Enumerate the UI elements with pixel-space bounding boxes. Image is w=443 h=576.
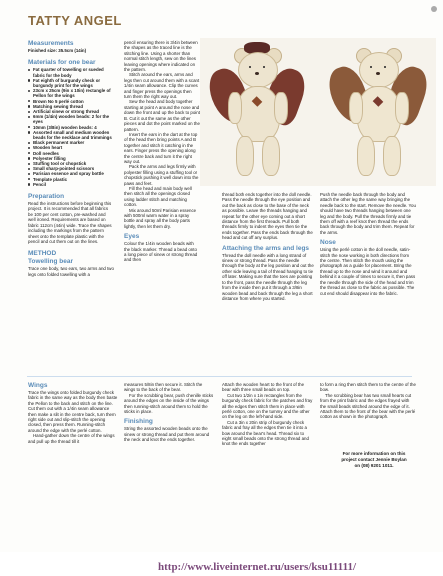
materials-item: 6mm (1/4in) wooden beads: 2 for the eyes [28,114,114,124]
bottom-column-4 [320,382,416,420]
attach-heading: Attaching the arms and legs [222,244,310,252]
column-3 [222,192,314,301]
contact-line: on (08) 9201 1011. [354,462,394,468]
bottom-col3-text: Cut two 1/2in x 1in rectangles from the burgundy check fabric for the patches and fray all the edges then stitch them in place with perlé cotton, one on the tummy and the other on the leg on the left-hand side. [222,392,313,420]
wings-text: Hand-gather down the centre of the wings and pull up the thread till it [28,433,115,444]
bottom-col4-text: to form a ring then stitch them to the centre of the bow. [320,382,416,393]
method-subheading: Towelling bear [28,258,74,266]
method-text: Trace one body, two ears, two arms and two legs onto folded towelling with a [28,266,114,277]
col2-text: Stitch around the ears, arms and legs then cut around them with a scant 1/4in seam allowance. Clip the curves and finger press the openings then turn them the right way out. [124,72,200,100]
materials-item: 23cm x 25cm (9in x 10in) rectangle of Pellon for the wings [28,88,114,98]
col2-text: Insert the ears in the dart at the top of the head then bring points A and B together and stitch it catching in the ears. Finger press the opening along the centre back and turn it the right way out. [124,131,198,164]
bottom-col2-text: measures 5/8in then secure it. Stitch the wings to the back of the bear. [124,382,203,393]
finishing-text: String the assorted wooden beads onto the sinew or strong thread and put them around the neck and knot the ends together. [124,426,210,443]
bottom-column-3 [222,382,314,447]
col2-text: Mix around 50ml Parisian essence with 500ml warm water in a spray bottle and spray all the body parts lightly, then let them dry. [124,207,197,229]
materials-item: Fat quarter of towelling or sueded fabric for the body [28,67,114,77]
materials-item: Doll needles [28,151,114,156]
contact-line: project contact Jennie Boylan [341,456,407,462]
column-1 [28,40,114,277]
method-heading: METHOD [28,250,57,258]
col4-text: Push the needle back through the body and attach the other leg the same way bringing the needle back to the start. Remove the needle. You should have two threads hanging between one leg and the body. Pull the threads firmly and tie them off with a reef knot then thread the ends back through the body and trim them. Repeat for the arms. [320,192,416,235]
column-4 [320,192,416,296]
preparation-heading: Preparation [28,193,65,201]
materials-heading: Materials for one bear [28,59,96,67]
materials-item: Artificial sinew or strong thread [28,109,114,114]
finishing-heading: Finishing [124,418,153,426]
bottom-col3-text: Attach the wooden heart to the front of the bear with three small beads on top. [222,382,305,393]
materials-item: Parisian essence and spray bottle [28,171,114,176]
watermark-url: http://www.liveinternet.ru/users/ksu11111/ [158,561,357,573]
materials-item: Black permanent marker [28,140,114,145]
eyes-heading: Eyes [124,233,140,241]
bottom-column-2 [124,382,214,443]
bottom-col2-text: For the scrubbing bear, push chenille sticks around the edges on the inside of the wings then running-stitch around them to hold the sticks in place. [124,392,214,415]
bottom-col4-text: The scrubbing bear has two small hearts cut from the print fabric and the edges frayed with the small beads stitched around the edge of it. Attach them to the front of the bear with the perlé cotton as shown in the photograph. [320,392,416,420]
materials-list [28,67,114,187]
eyes-text: Colour the 1/4in wooden beads with the black marker. Thread a bead onto a long piece of sinew or strong thread and then [124,241,198,263]
materials-item: Stuffing tool or chopstick [28,161,114,166]
materials-item: 10mm (3/8in) wooden beads: 4 [28,125,114,130]
measurements-text: Finished size: 35.5cm (14in) [28,48,87,53]
wings-heading: Wings [28,382,48,389]
bottom-column-1 [28,382,118,444]
col2-text: Sew the head and body together starting at point A around the nose and down the front and up the back to point B. Cut it out the same as the other pieces and dot the point marked on the pattern. [124,99,200,132]
bottom-col3-text: Cut a 3in x 20in strip of burgundy check fabric and fray all the edges then tie it into a bow around the bear's head. Thread six to eight small beads onto the strong thread and knot the ends together [222,419,309,447]
materials-item: Wooden heart [28,145,114,150]
bear-figure-right [326,40,430,184]
corner-dot [431,6,437,12]
contact-info [322,451,426,468]
page-title: TATTY ANGEL [28,13,122,28]
attach-text: Thread the doll needle with a long strand of sinew or strong thread. Pass the needle through the body at the leg position and out the other side leaving a tail of thread hanging to tie off later. Making sure that the toes are pointing to the front, pass the needle through the leg from the inside then put it through a 3/8in wooden bead and back through the leg a short distance from where you started. [222,252,314,301]
materials-item: Assorted small and medium wooden beads for the necklace and trimmings [28,130,114,140]
column-2 [124,40,200,263]
contact-line: For more information on this [342,451,406,456]
measurements-heading: Measurements [28,40,74,47]
materials-item: Matching sewing thread [28,104,114,109]
materials-item: Small sharp-pointed scissors [28,166,114,171]
col2-text: Fill the head and main body well then stitch all the openings closed using ladder stitch and matching cotton. [124,185,192,208]
materials-item: Polyester filling [28,156,114,161]
materials-item: Pencil [28,182,114,187]
bear-photo [200,38,436,186]
materials-item: Brown No 5 perlé cotton [28,99,114,104]
nose-text: Using the perlé cotton in the doll needle, satin-stitch the nose working in both directions from the centre. Then stitch the mouth using the photograph as a guide for placement. Bring the thread up to the nose and wind it around and behind it a couple of times to secure it, then pass the needle through the side of the head and trim the thread as close to the fabric as possible. The cut end should disappear into the fabric. [320,247,416,296]
nose-heading: Nose [320,239,336,247]
materials-item: Template plastic [28,177,114,182]
col3-text: thread both ends together into the doll needle. Pass the needle through the eye position and out the back as close to the base of the neck as possible. Leave the threads hanging and repeat for the other eye coming out a short distance from the first threads. Pull both threads firmly to indent the eyes then tie the ends together. Pass the ends back through the head and cut off any surplus. [222,192,313,241]
materials-item: Fat eighth of burgundy check or burgundy print for the wings [28,78,114,88]
bear-figure-left [208,40,308,184]
col2-text: pencil ensuring there is 3/4in between the shapes as the traced line is the stitching line. Using a shorter than normal stitch length, sew on the lines leaving openings where indicated on the pattern. [124,40,198,73]
wings-text: Trace the wings onto folded burgundy check fabric in the same way as the body then baste the Pellon to the back and stitch on the line. Cut them out with a 1/4in seam allowance then make a slit in the centre back, turn them right side out and slip-stitch the opening closed, then press them. Running-stitch around the edge with the perlé cotton. [28,390,118,433]
col2-text: Pack the arms and legs firmly with polyester filling using a stuffing tool or chopstick pushing it well down into the paws and feet. [124,164,199,186]
divider [27,376,412,377]
preparation-text: Read the instructions before beginning this project. It is recommended that all fabrics be 100 per cent cotton, pre-washed and well ironed. Requirements are based on fabric 112cm (44in) wide. Trace the shapes including the markings from the pattern sheet onto the template plastic with the pencil and cut them out on the lines. [28,201,112,244]
